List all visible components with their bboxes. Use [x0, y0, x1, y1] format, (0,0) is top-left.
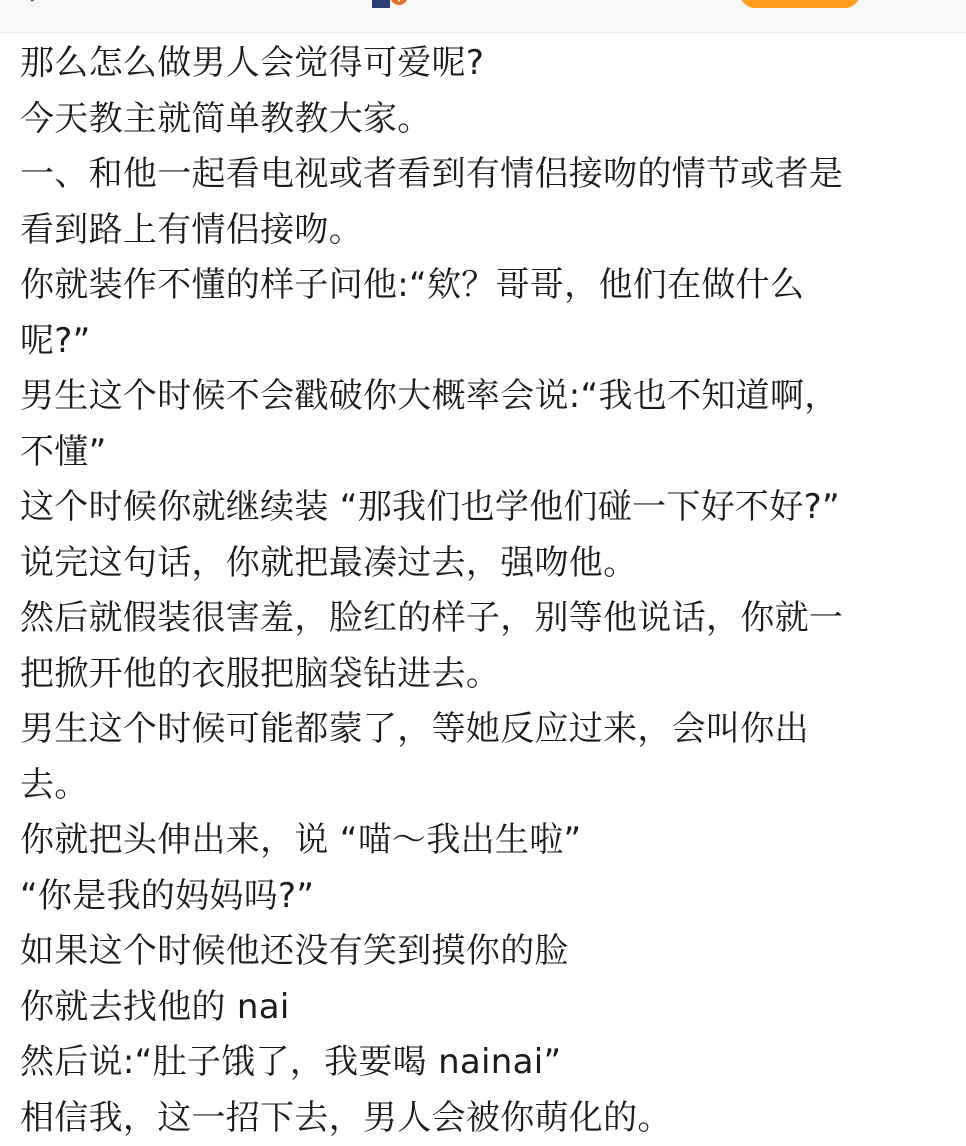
post-line: 相信我，这一招下去，男人会被你萌化的。: [20, 1091, 950, 1146]
post-line: “你是我的妈妈吗?”: [20, 869, 950, 925]
post-line: 去。: [20, 758, 950, 814]
post-line: 今天教主就简单教教大家。: [20, 92, 950, 148]
post-line: 呢?”: [20, 314, 950, 370]
post-line: 然后就假装很害羞，脸红的样子，别等他说话，你就一: [20, 591, 950, 647]
post-content: [20, 36, 950, 1146]
post-line: 如果这个时候他还没有笑到摸你的脸: [20, 924, 950, 980]
post-line: 那么怎么做男人会觉得可爱呢?: [20, 36, 950, 92]
top-navigation-bar: [0, 0, 966, 33]
post-line: 你就把头伸出来，说 “喵～我出生啦”: [20, 813, 950, 869]
post-line: 你就装作不懂的样子问他:“欸？哥哥，他们在做什么: [20, 258, 950, 314]
post-line: 你就去找他的 nai: [20, 980, 950, 1036]
follow-button[interactable]: [740, 0, 860, 8]
chevron-left-icon[interactable]: [24, 0, 46, 8]
post-line: 说完这句话，你就把最凑过去，强吻他。: [20, 536, 950, 592]
post-line: 一、和他一起看电视或者看到有情侣接吻的情节或者是: [20, 147, 950, 203]
post-line: 然后说:“肚子饿了，我要喝 nainai”: [20, 1035, 950, 1091]
post-line: 不懂”: [20, 425, 950, 481]
post-line: 这个时候你就继续装 “那我们也学他们碰一下好不好?”: [20, 480, 950, 536]
post-line: 把掀开他的衣服把脑袋钻进去。: [20, 647, 950, 703]
post-line: 男生这个时候可能都蒙了，等她反应过来，会叫你出: [20, 702, 950, 758]
post-line: 看到路上有情侣接吻。: [20, 203, 950, 259]
post-line: 男生这个时候不会戳破你大概率会说:“我也不知道啊，: [20, 369, 950, 425]
user-avatar[interactable]: [370, 0, 410, 10]
